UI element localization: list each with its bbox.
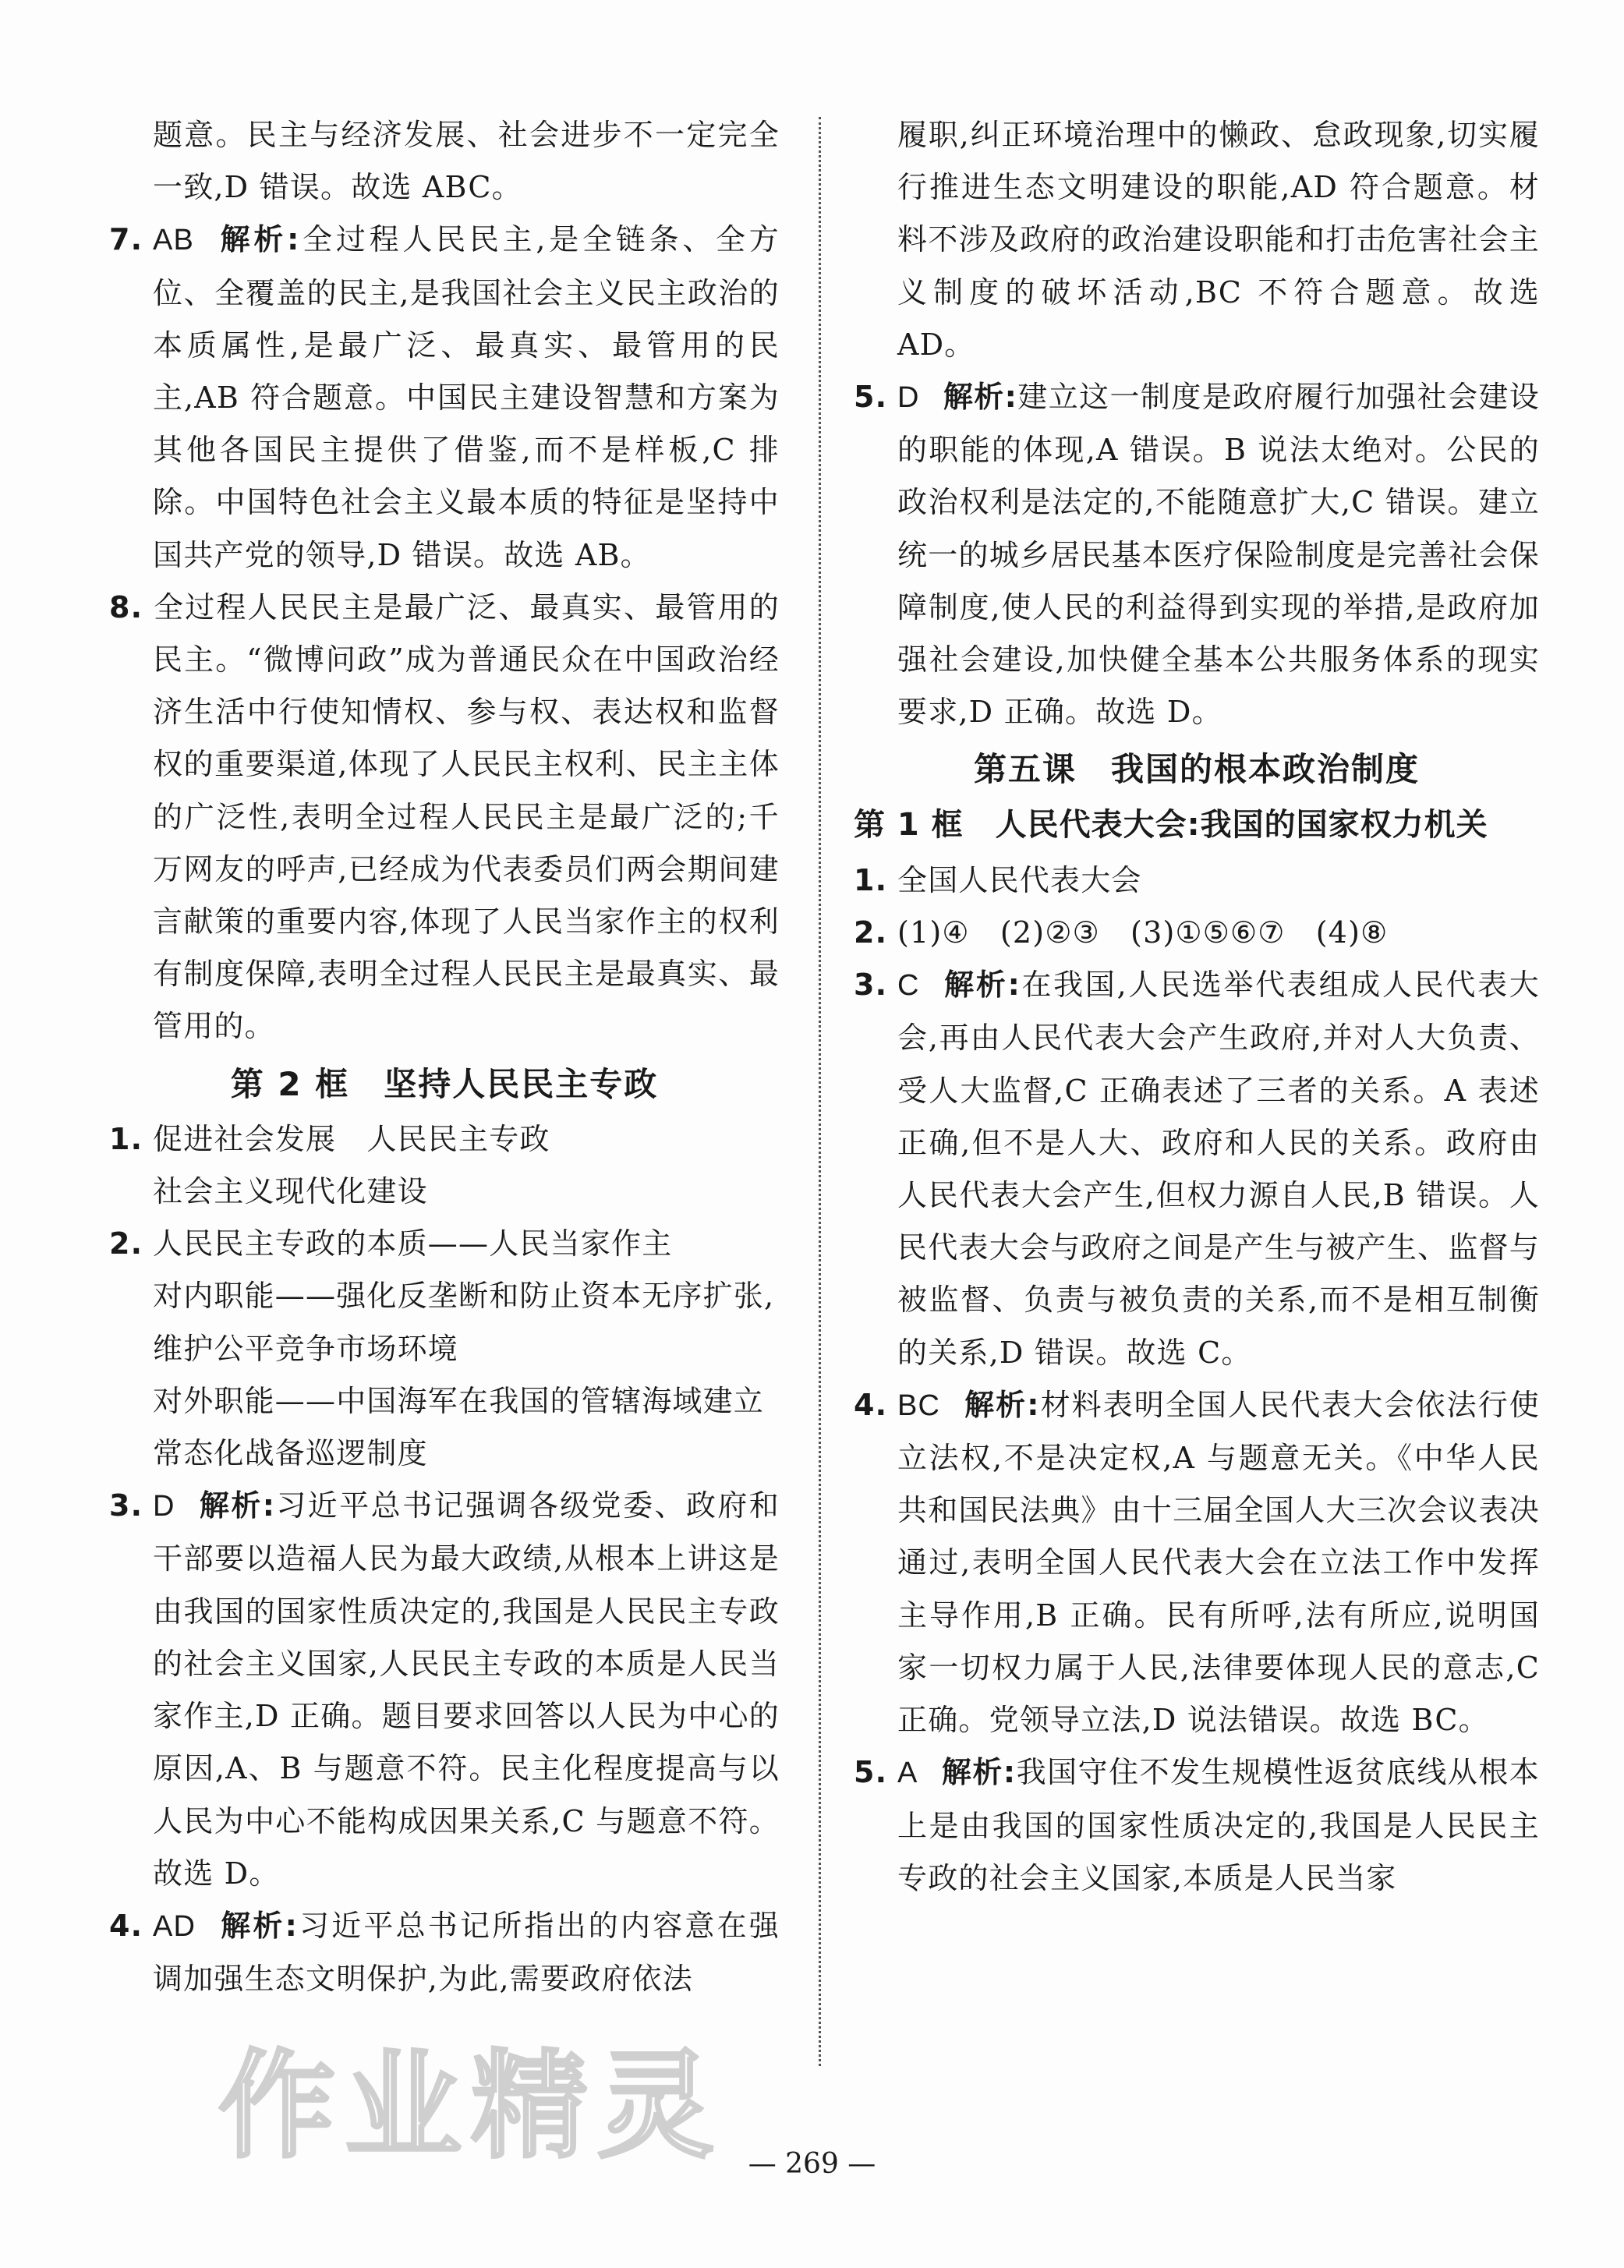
answer-item-1 xyxy=(109,1113,780,1166)
explanation-text: 习近平总书记所指出的内容意在强调加强生态文明保护,为此,需要政府依法 xyxy=(153,1908,780,1997)
lesson-title: 第五课 我国的根本政治制度 xyxy=(973,750,1420,789)
answer-line: 对外职能——中国海军在我国的管辖海域建立常态化战备巡逻制度 xyxy=(153,1383,765,1471)
explanation-label: 解析: xyxy=(218,222,300,257)
answer-line: 对内职能——强化反垄断和防止资本无序扩张,维护公平竞争市场环境 xyxy=(153,1279,775,1366)
explanation-label: 解析: xyxy=(198,1488,276,1523)
left-column xyxy=(109,109,780,2005)
item-number: 5. xyxy=(854,1755,888,1790)
explanation-text: 全过程人民民主,是全链条、全方位、全覆盖的民主,是我国社会主义民主政治的本质属性,是最广泛、最真实、最管用的民主,AB 符合题意。中国民主建设智慧和方案为其他各国民主提供了借鉴,而不是样板,C 排除。中国特色社会主义最本质的特征是坚持中国共产党的领导,D 错误。故选 AB。 xyxy=(153,222,780,572)
item-number: 4. xyxy=(109,1908,143,1943)
explanation-text: 习近平总书记强调各级党委、政府和干部要以造福人民为最大政绩,从根本上讲这是由我国的国家性质决定的,我国是人民民主专政的社会主义国家,人民民主专政的本质是人民当家作主,D 正确。题目要求回答以人民为中心的原因,A、B 与题意不符。民主化程度提高与以人民为中心不能构成因果关系,C 与题意不符。故选 D。 xyxy=(153,1488,780,1891)
explanation-label: 解析: xyxy=(941,1755,1017,1790)
item-number: 2. xyxy=(854,915,888,950)
item-number: 3. xyxy=(109,1488,143,1523)
answer-text: 全过程人民民主是最广泛、最真实、最管用的民主。“微博问政”成为普通民众在中国政治经济生活中行使知情权、参与权、表达权和监督权的重要渠道,体现了人民民主权利、民主主体的广泛性,表明全过程人民民主是最广泛的;千万网友的呼声,已经成为代表委员们两会期间建言献策的重要内容,体现了人民当家作主的权利有制度保障,表明全过程人民民主是最真实、最管用的。 xyxy=(153,589,780,1044)
answer-text: (1)④ (2)②③ (3)①⑤⑥⑦ (4)⑧ xyxy=(897,915,1389,950)
answer-item-7 xyxy=(109,214,780,581)
item-number: 4. xyxy=(854,1387,888,1422)
answer-item-2 xyxy=(109,1218,780,1270)
answer-item-2 xyxy=(854,907,1540,959)
answer-item-4 xyxy=(854,1379,1540,1746)
continued-answer-text: 履职,纠正环境治理中的懒政、怠政现象,切实履行推进生态文明建设的职能,AD 符合题意。材料不涉及政府的政治建设职能和打击危害社会主义制度的破坏活动,BC 不符合题意。故选 AD。 xyxy=(897,118,1540,362)
explanation-label: 解析: xyxy=(943,968,1021,1003)
answer-item-5b xyxy=(854,1746,1540,1905)
answer-choice: C xyxy=(897,969,920,1003)
answer-line: 人民民主专政的本质——人民当家作主 xyxy=(153,1226,673,1261)
explanation-text: 建立这一制度是政府履行加强社会建设的职能的体现,A 错误。B 说法太绝对。公民的政治权利是法定的,不能随意扩大,C 错误。建立统一的城乡居民基本医疗保险制度是完善社会保障制度,使人民的利益得到实现的举措,是政府加强社会建设,加快健全基本公共服务体系的现实要求,D 正确。故选 D。 xyxy=(897,380,1540,730)
answer-choice: AD xyxy=(153,1909,196,1943)
answer-item-3 xyxy=(109,1480,780,1900)
explanation-label: 解析: xyxy=(964,1387,1040,1422)
item-number: 1. xyxy=(109,1121,143,1156)
explanation-text: 我国守住不发生规模性返贫底线从根本上是由我国的国家性质决定的,我国是人民民主专政的社会主义国家,本质是人民当家 xyxy=(897,1755,1540,1895)
item-number: 7. xyxy=(109,222,143,257)
right-column xyxy=(854,109,1540,1905)
answer-item-5 xyxy=(854,371,1540,738)
answer-item-8 xyxy=(109,582,780,1053)
answer-item-1 xyxy=(854,854,1540,907)
item-number: 1. xyxy=(854,862,888,897)
continued-answer-text: 题意。民主与经济发展、社会进步不一定完全一致,D 错误。故选 ABC。 xyxy=(153,118,780,205)
answer-choice: BC xyxy=(897,1389,941,1422)
answer-choice: A xyxy=(897,1757,918,1790)
answer-line: 社会主义现代化建设 xyxy=(153,1174,428,1209)
item-number: 5. xyxy=(854,380,888,415)
explanation-text: 材料表明全国人民代表大会依法行使立法权,不是决定权,A 与题意无关。《中华人民共和国民法典》由十三届全国人大三次会议表决通过,表明全国人民代表大会在立法工作中发挥主导作用,B 正确。民有所呼,法有所应,说明国家一切权力属于人民,法律要体现人民的意志,C 正确。党领导立法,D 说法错误。故选 BC。 xyxy=(897,1387,1541,1738)
answer-choice: D xyxy=(153,1490,175,1523)
answer-line: 促进社会发展 人民民主专政 xyxy=(153,1121,550,1156)
item-number: 8. xyxy=(109,589,143,624)
explanation-label: 解析: xyxy=(943,380,1018,415)
explanation-label: 解析: xyxy=(219,1908,298,1943)
watermark: 作业精灵 xyxy=(218,2039,724,2174)
answer-item-3 xyxy=(854,959,1540,1379)
section-title: 第 2 框 坚持人民民主专政 xyxy=(230,1064,659,1103)
section-title: 第 1 框 人民代表大会:我国的国家权力机关 xyxy=(854,806,1488,843)
answer-item-4 xyxy=(109,1900,780,2005)
page-number: — 269 — xyxy=(748,2148,876,2180)
answer-text: 全国人民代表大会 xyxy=(897,862,1142,897)
explanation-text: 在我国,人民选举代表组成人民代表大会,再由人民代表大会产生政府,并对人大负责、受人大监督,C 正确表述了三者的关系。A 表述正确,但不是人大、政府和人民的关系。政府由人民代表大会产生,但权力源自人民,B 错误。人民代表大会与政府之间是产生与被产生、监督与被监督、负责与被负责的关系,而不是相互制衡的关系,D 错误。故选 C。 xyxy=(897,968,1541,1370)
answer-choice: D xyxy=(897,381,920,415)
column-divider xyxy=(819,117,821,2066)
item-number: 2. xyxy=(109,1226,143,1261)
item-number: 3. xyxy=(854,968,888,1003)
answer-choice: AB xyxy=(153,224,195,257)
